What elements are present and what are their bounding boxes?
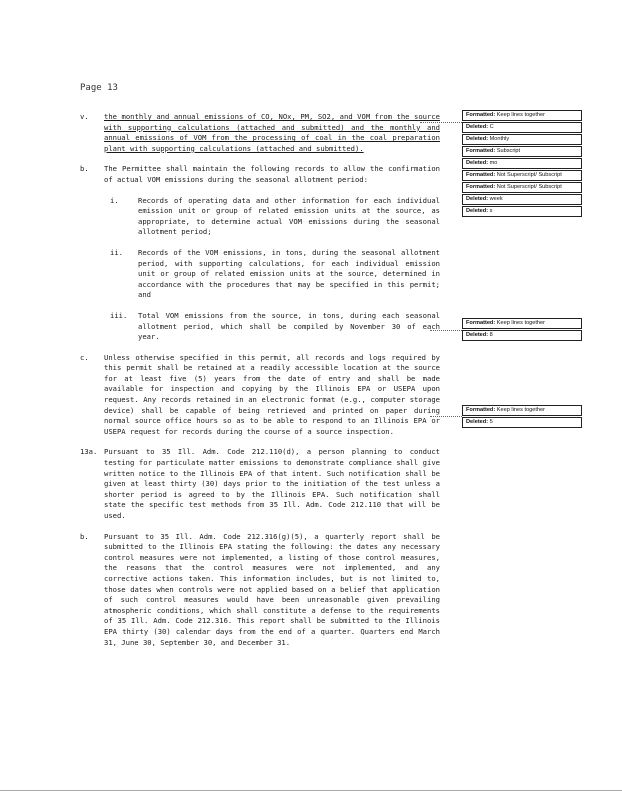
comment-value: Keep lines together — [496, 320, 545, 326]
comment-value: Keep lines together — [496, 112, 545, 118]
comment-key: Deleted: — [466, 419, 489, 425]
comment-key: Deleted: — [466, 196, 489, 202]
subitem-text: Records of the VOM emissions, in tons, during the seasonal allotment period, with supporting calculations, for each individual emission unit or group of related emission units at the source, determined in accordance with the procedures that may be specified in this permit; and — [138, 247, 440, 300]
subitem-text: Total VOM emissions from the source, in tons, during each seasonal allotment period, which shall be compiled by November 30 of each year. — [138, 310, 440, 342]
subitem-iii — [110, 311, 440, 343]
comment-key: Deleted: — [466, 160, 489, 166]
item-text: Pursuant to 35 Ill. Adm. Code 212.316(g)(5), a quarterly report shall be submitted to the Illinois EPA stating the following: the dates any necessary control measures were not implemented, a listing of those control measures, the reasons that the control measures were not implemented, and any corrective actions taken. This information includes, but is not limited to, those dates when controls were not applied based on a belief that application of such control measures would have been unreasonable given prevailing atmospheric conditions, which shall constitute a defense to the requirements of 35 Ill. Adm. Code 212.316. This report shall be submitted to the Illinois EPA thirty (30) calendar days from the end of a quarter. Quarters end March 31, June 30, September 30, and December 31. — [104, 531, 440, 647]
subitem-label: iii. — [110, 310, 128, 320]
comment-balloon[interactable] — [462, 170, 582, 181]
item-label: b. — [80, 164, 89, 174]
comment-key: Formatted: — [466, 148, 496, 154]
comment-value: C — [489, 124, 494, 130]
comment-value: Subscript — [496, 148, 521, 154]
comment-value: s — [489, 208, 493, 214]
comment-leader-line — [430, 330, 462, 331]
comment-key: Deleted: — [466, 208, 489, 214]
item-label: 13a. — [80, 447, 98, 457]
comment-balloon[interactable] — [462, 318, 582, 329]
comment-key: Formatted: — [466, 184, 496, 190]
comment-key: Formatted: — [466, 172, 496, 178]
comment-key: Formatted: — [466, 320, 496, 326]
comment-value: 5 — [489, 419, 493, 425]
comment-value: Not Superscript/ Subscript — [496, 184, 562, 190]
comment-balloons-group-1 — [462, 110, 582, 218]
comment-balloons-group-3 — [462, 405, 582, 429]
comment-balloon[interactable] — [462, 417, 582, 428]
comment-key: Deleted: — [466, 136, 489, 142]
comment-balloon[interactable] — [462, 122, 582, 133]
comment-balloon[interactable] — [462, 330, 582, 341]
comment-key: Formatted: — [466, 112, 496, 118]
page-bottom-rule — [0, 790, 622, 791]
comment-balloons-group-2 — [462, 318, 582, 342]
comment-balloon[interactable] — [462, 206, 582, 217]
item-label: c. — [80, 352, 89, 362]
item-text: The Permittee shall maintain the following records to allow the confirmation of actual VOM emissions during the seasonal allotment period: — [104, 164, 440, 184]
item-13b — [80, 532, 440, 649]
item-label: v. — [80, 112, 89, 121]
comment-key: Deleted: — [466, 124, 489, 130]
comment-value: Keep lines together — [496, 407, 545, 413]
comment-balloon[interactable] — [462, 158, 582, 169]
subitem-i — [110, 196, 440, 238]
comment-value: Monthly — [489, 136, 510, 142]
comment-balloon[interactable] — [462, 182, 582, 193]
item-v — [80, 112, 440, 154]
item-c — [80, 353, 440, 438]
subitem-ii — [110, 248, 440, 301]
subitem-label: ii. — [110, 247, 123, 257]
page-number: Page 13 — [80, 83, 118, 93]
item-13a — [80, 447, 440, 521]
comment-leader-line — [420, 122, 462, 123]
comment-key: Formatted: — [466, 407, 496, 413]
subitem-label: i. — [110, 195, 119, 205]
comment-value: 8 — [489, 332, 493, 338]
comment-balloon[interactable] — [462, 405, 582, 416]
comment-balloon[interactable] — [462, 110, 582, 121]
comment-balloon[interactable] — [462, 146, 582, 157]
comment-key: Deleted: — [466, 332, 489, 338]
comment-balloon[interactable] — [462, 134, 582, 145]
comment-value: mo — [489, 160, 498, 166]
item-b — [80, 164, 440, 185]
comment-value: Not Superscript/ Subscript — [496, 172, 562, 178]
comment-balloon[interactable] — [462, 194, 582, 205]
item-text: Pursuant to 35 Ill. Adm. Code 212.110(d), a person planning to conduct testing for particulate matter emissions to demonstrate compliance shall give written notice to the Illinois EPA of that intent. Such notification shall be given at least thirty (30) days prior to the initiation of the test unless a shorter period is agreed to by the Illinois EPA. Such notification shall state the specific test methods from 35 Ill. Adm. Code 212.110 that will be used. — [104, 447, 440, 520]
item-text: the monthly and annual emissions of CO, NOx, PM, SO2, and VOM from the source with supporting calculations (attached and submitted) and the monthly and annual emissions of VOM from the processing of coal in the coal preparation plant with supporting calculations (attached and submitted). — [104, 112, 440, 153]
document-body — [80, 112, 440, 658]
comment-value: week — [489, 196, 503, 202]
item-text: Unless otherwise specified in this permit, all records and logs required by this permit shall be retained at a readily accessible location at the source for at least five (5) years from the date of entry and shall be made available for inspection and copying by the Illinois EPA or USEPA upon request. Any records retained in an electronic format (e.g., computer storage device) shall be capable of being retrieved and printed on paper during normal source office hours so as to be able to respond to an Illinois EPA or USEPA request for records during the course of a source inspection. — [104, 352, 440, 436]
subitem-text: Records of operating data and other information for each individual emission unit or group of related emission units at the source, as appropriate, to determine actual VOM emissions during the seasonal allotment period; — [138, 195, 440, 237]
item-label: b. — [80, 531, 89, 541]
comment-leader-line — [430, 416, 462, 417]
